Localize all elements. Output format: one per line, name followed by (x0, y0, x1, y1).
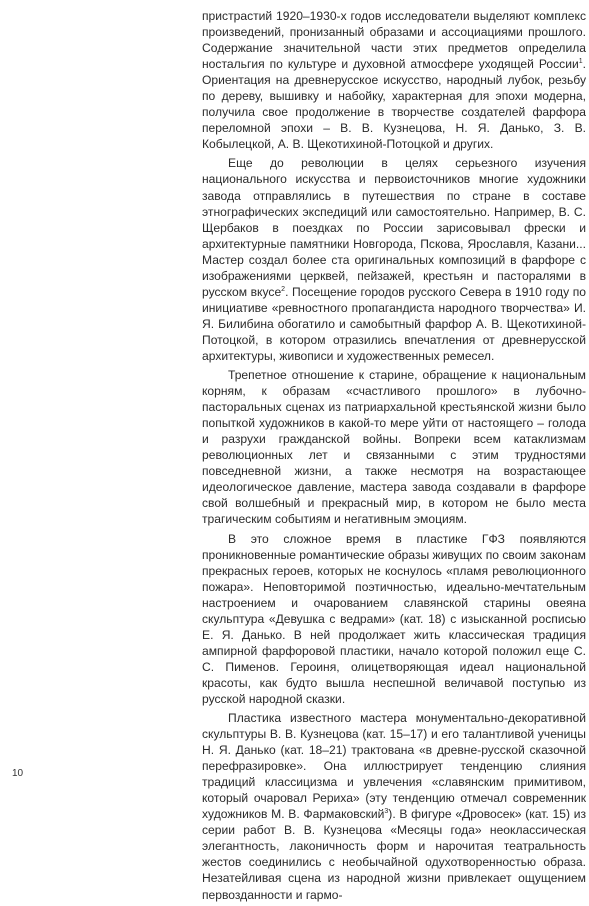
page-number: 10 (12, 768, 24, 779)
paragraph-text: В это сложное время в пластике ГФЗ появляются проникновенные романтические образы живущих по своим законам прекрасных героев, которых не коснулось «пламя революционного пожара». Неповторимой поэтичностью, идеально-мечтательным настроением и очарованием славянской старины овеяна скульптура «Девушка с ведрами» (кат. 18) с изысканной росписью Е. Я. Данько. В ней продолжает жить классическая традиция ампирной фарфоровой пластики, начало которой положил еще С. С. Пименов. Героиня, олицетворяющая идеал национальной красоты, как будто вышла неспешной величавой поступью из русской народной сказки. (202, 531, 586, 706)
text-column (202, 8, 586, 906)
paragraph-2 (202, 155, 586, 364)
paragraph-text: пристрастий 1920–1930-х годов исследователи выделяют комплекс произведений, пронизанный образами и ассоциациями прошлого. Содержание значительной части этих предметов определила ностальгия по культуре и духовной атмосфере уходящей России (202, 9, 586, 72)
paragraph-text-tail: . Посещение городов русского Севера в 1910 году по инициативе «ревностного пропагандиста народного творчества» И. Я. Билибина обогатило и самобытный фарфор А. В. Щекотихиной-Потоцкой, в котором отразились впечатления от древнерусской архитектуры, живописи и художественных ремесел. (202, 284, 586, 363)
paragraph-1 (202, 8, 586, 152)
footnote-ref-2[interactable]: 2 (281, 285, 286, 293)
footnote-ref-3[interactable]: 3 (384, 808, 389, 816)
paragraph-3 (202, 367, 586, 527)
paragraph-text-tail: . Ориентация на древнерусское искусство, народный лубок, резьбу по дереву, вышивку и набойку, характерная для эпохи модерна, получила свое продолжение в творчестве создателей фарфора переломной эпохи – В. В. Кузнецова, Н. Я. Данько, З. В. Кобылецкой, А. В. Щекотихиной-Потоцкой и других. (202, 57, 586, 152)
paragraph-4 (202, 531, 586, 708)
paragraph-text: Трепетное отношение к старине, обращение к национальным корням, к образам «счастливого прошлого» в лубочно-пасторальных сценах из патриархальной крестьянской жизни было попыткой художников в какой-то мере уйти от настоящего – голода и разрухи гражданской войны. Вопреки всем катаклизмам революционных лет и связанными с этим трудностями повседневной жизни, а также несмотря на возрастающее идеологическое давление, мастера завода создавали в фарфоре свой волшебный и прекрасный мир, в котором не было места трагическим событиям и негативным эмоциям. (202, 368, 586, 527)
paragraph-5 (202, 710, 586, 903)
paragraph-text: Еще до революции в целях серьезного изучения национального искусства и первоисточников многие художники завода отправлялись в путешествия по стране в составе этнографических экспедиций или самостоятельно. Например, В. С. Щербаков в поездках по России зарисовывал фрески и архитектурные памятники Новгорода, Пскова, Ярославля, Казани... Мастер создал более ста оригинальных композиций в фарфоре с изображениями церквей, пейзажей, крестьян и пастoралями в русском вкусе (202, 156, 586, 299)
paragraph-text-tail: ). В фигуре «Дровосек» (кат. 15) из серии работ В. В. Кузнецова «Месяцы года» неоклассическая элегантность, лаконичность форм и нарочитая театральность жестов соединились с необычайной одухотворенностью образа. Незатейливая сцена из народной жизни привлекает ощущением первозданности и гармо- (202, 807, 586, 902)
footnote-ref-1[interactable]: 1 (578, 58, 583, 66)
paragraph-text: Пластика известного мастера монументально-декоративной скульптуры В. В. Кузнецова (кат. 15–17) и его талантливой ученицы Н. Я. Данько (кат. 18–21) трактована «в древне-русской сказочной перефразировке». Она иллюстрирует тенденцию слияния традиций классицизма и увлечения «славянским примитивом, который очаровал Рериха» (эту тенденцию отмечал современник художников М. В. Фармаковский (202, 711, 586, 822)
